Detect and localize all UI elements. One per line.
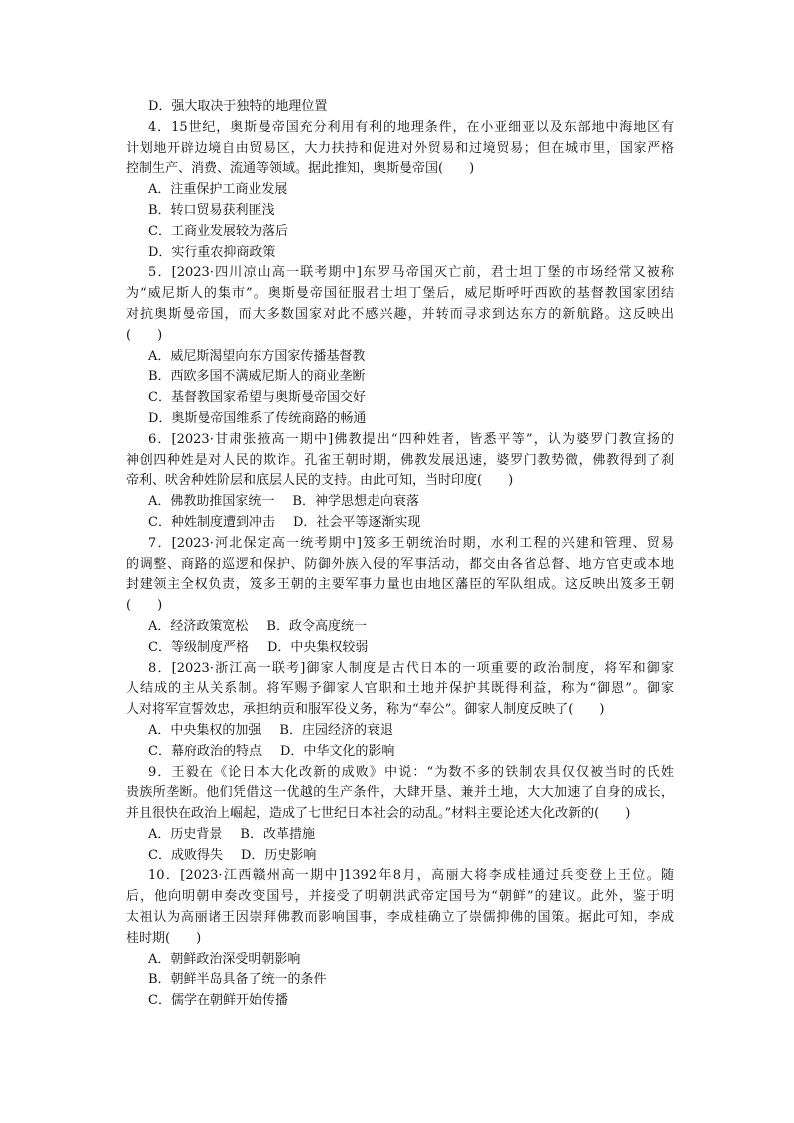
q5-option-a: A．威尼斯渴望向东方国家传播基督教 xyxy=(148,348,366,364)
q9-options-row-2 xyxy=(126,846,674,867)
q4-option-a: A．注重保护工商业发展 xyxy=(148,182,288,198)
q7-option-a: A．经济政策宽松 xyxy=(148,618,249,634)
q7-stem-line-1: 7．[2023·河北保定高一统考期中]笈多王朝统治时期，水利工程的兴建和管理、贸易 xyxy=(148,535,674,551)
q10-stem-line-2: 后，他向明朝申奏改变国号，并接受了明朝洪武帝定国号为“朝鲜”的建议。此外，鉴于明 xyxy=(126,889,674,905)
q8-option-b: B．庄园经济的衰退 xyxy=(279,722,393,738)
q6-option-a: A．佛教助推国家统一 xyxy=(148,494,275,510)
q7-options-row-1 xyxy=(126,617,674,638)
q7-stem-line-3: 封建领主全权负责，笈多王朝的主要军事力量也由地区藩臣的军队组成。这反映出笈多王朝 xyxy=(126,577,674,593)
q5-option-d: D．奥斯曼帝国维系了传统商路的畅通 xyxy=(148,410,367,426)
q6-stem-line-3: 帝利、吠舍种姓阶层和底层人民的支持。由此可知，当时印度( ) xyxy=(126,473,514,489)
q6-option-b: B．神学思想走向衰落 xyxy=(292,494,419,510)
q9-option-c: C．成败得失 xyxy=(148,847,223,863)
q9-stem-line-2: 贵族所垄断。他们凭借这一优越的生产条件，大肆开垦、兼并土地，大大加速了自身的成长， xyxy=(126,785,674,801)
q9-stem-line-3: 并且很快在政治上崛起，造成了七世纪日本社会的动乱。”材料主要论述大化改新的( ) xyxy=(126,806,631,822)
question-sheet xyxy=(126,97,674,1012)
q9-stem-line-1: 9．王毅在《论日本大化改新的成败》中说：“为数不多的铁制农具仅仅被当时的氏姓 xyxy=(148,764,674,780)
q6-stem-line-2: 神创四种姓是对人民的欺诈。孔雀王朝时期，佛教发展迅速，婆罗门教势微，佛教得到了刹 xyxy=(126,452,674,468)
q5-option-c: C．基督教国家希望与奥斯曼帝国交好 xyxy=(148,390,366,406)
q6-options-row-2 xyxy=(126,513,674,534)
q5-stem-line-3: 对抗奥斯曼帝国，而大多数国家对此不感兴趣，并转而寻求到达东方的新航路。这反映出 xyxy=(126,306,674,322)
q3-option-d: D．强大取决于独特的地理位置 xyxy=(148,99,328,114)
q9-option-a: A．历史背景 xyxy=(148,826,223,842)
q8-option-c: C．幕府政治的特点 xyxy=(148,743,262,759)
q8-option-d: D．中华文化的影响 xyxy=(279,743,395,759)
q8-option-a: A．中央集权的加强 xyxy=(148,722,262,738)
q10-stem-line-3: 太祖认为高丽诸王因崇拜佛教而影响国事，李成桂确立了崇儒抑佛的国策。据此可知，李成 xyxy=(126,910,674,926)
q6-stem-line-1: 6．[2023·甘肃张掖高一期中]佛教提出“四种姓者，皆悉平等”，认为婆罗门教宣扬的 xyxy=(148,431,674,447)
q8-stem-line-2: 人结成的主从关系制。将军赐予御家人官职和土地并保护其既得利益，称为“御恩”。御家 xyxy=(126,681,674,697)
q9-option-b: B．改革措施 xyxy=(240,826,315,842)
q6-option-c: C．种姓制度遭到冲击 xyxy=(148,514,275,530)
q10-option-b: B．朝鲜半岛具备了统一的条件 xyxy=(148,972,327,988)
q5-stem-line-4: ( ) xyxy=(126,327,163,343)
q6-options-row-1 xyxy=(126,492,674,513)
q6-option-d: D．社会平等逐渐实现 xyxy=(292,514,421,530)
q10-stem-line-4: 桂时期( ) xyxy=(126,930,202,946)
q8-options-row-2 xyxy=(126,742,674,763)
q8-stem-line-3: 人对将军宣誓效忠，承担纳贡和服军役义务，称为“奉公”。御家人制度反映了( ) xyxy=(126,702,605,718)
q7-option-d: D．中央集权较弱 xyxy=(266,639,369,655)
q10-stem-line-1: 10．[2023·江西赣州高一期中]1392年8月，高丽大将李成桂通过兵变登上王位。随 xyxy=(148,868,674,884)
q7-options-row-2 xyxy=(126,638,674,659)
q7-stem-line-2: 的调整、商路的巡逻和保护、防御外族入侵的军事活动，都交由各省总督、地方官吏或本地 xyxy=(126,556,674,572)
q7-stem-line-4: ( ) xyxy=(126,598,163,614)
q5-option-b: B．西欧多国不满威尼斯人的商业垄断 xyxy=(148,369,366,385)
q5-stem-line-2: 为“威尼斯人的集市”。奥斯曼帝国征服君士坦丁堡后，威尼斯呼吁西欧的基督教国家团结 xyxy=(126,286,674,302)
q10-option-c: C．儒学在朝鲜开始传播 xyxy=(148,993,288,1009)
q4-option-b: B．转口贸易获利匪浅 xyxy=(148,202,275,218)
q10-option-a: A．朝鲜政治深受明朝影响 xyxy=(148,951,301,967)
q4-option-d: D．实行重农抑商政策 xyxy=(148,244,276,260)
q7-option-c: C．等级制度严格 xyxy=(148,639,249,655)
q9-option-d: D．历史影响 xyxy=(240,847,317,863)
q7-option-b: B．政令高度统一 xyxy=(266,618,367,634)
q9-options-row-1 xyxy=(126,825,674,846)
q4-stem-line-2: 计划地开辟边境自由贸易区，大力扶持和促进对外贸易和过境贸易；但在城市里，国家严格 xyxy=(126,140,674,156)
q5-stem-line-1: 5．[2023·四川凉山高一联考期中]东罗马帝国灭亡前，君士坦丁堡的市场经常又被称 xyxy=(148,265,674,281)
q4-stem-line-1: 4．15世纪，奥斯曼帝国充分利用有利的地理条件，在小亚细亚以及东部地中海地区有 xyxy=(148,119,674,135)
q4-option-c: C．工商业发展较为落后 xyxy=(148,223,288,239)
q4-stem-line-3: 控制生产、消费、流通等领域。据此推知，奥斯曼帝国( ) xyxy=(126,161,475,177)
q8-stem-line-1: 8．[2023·浙江高一联考]御家人制度是古代日本的一项重要的政治制度，将军和御家 xyxy=(148,660,674,676)
q8-options-row-1 xyxy=(126,721,674,742)
